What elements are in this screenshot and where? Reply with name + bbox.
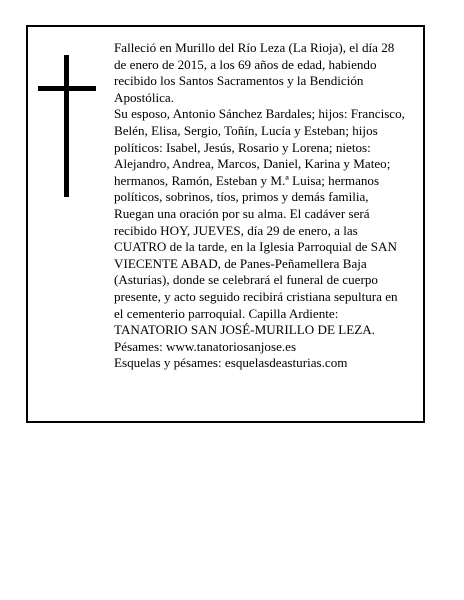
text-line: el cementerio parroquial. Capilla Ardiente: bbox=[114, 305, 339, 321]
text-line: políticos, sobrinos, tíos, primos y demás familia, bbox=[114, 189, 369, 205]
cross-vertical-bar bbox=[64, 55, 69, 197]
text-line: Apostólica. bbox=[114, 89, 175, 105]
text-line: políticos: Isabel, Jesús, Rosario y Lorena; nietos: bbox=[114, 139, 371, 155]
obituary-text bbox=[114, 40, 418, 372]
text-line: recibido HOY, JUEVES, día 29 de enero, a las bbox=[114, 222, 358, 238]
text-line: recibido los Santos Sacramentos y la Bendición bbox=[114, 73, 364, 89]
latin-cross-icon bbox=[38, 55, 96, 197]
text-line: Esquelas y pésames: esquelasdeasturias.com bbox=[114, 355, 348, 371]
text-line: Belén, Elisa, Sergio, Toñín, Lucía y Esteban; hijos bbox=[114, 122, 378, 138]
text-line: TANATORIO SAN JOSÉ-MURILLO DE LEZA. bbox=[114, 322, 375, 338]
cross-horizontal-bar bbox=[38, 86, 96, 91]
text-line: Alejandro, Andrea, Marcos, Daniel, Karina y Mateo; bbox=[114, 156, 391, 172]
text-line: hermanos, Ramón, Esteban y M.ª Luisa; hermanos bbox=[114, 172, 380, 188]
text-line: Ruegan una oración por su alma. El cadáver será bbox=[114, 205, 370, 221]
text-line: Falleció en Murillo del Río Leza (La Rioja), el día 28 bbox=[114, 40, 395, 55]
text-line: Su esposo, Antonio Sánchez Bardales; hijos: Francisco, bbox=[114, 106, 405, 122]
text-line: de enero de 2015, a los 69 años de edad, habiendo bbox=[114, 56, 377, 72]
text-line: presente, y acto seguido recibirá cristiana sepultura en bbox=[114, 288, 398, 304]
text-line: VIECENTE ABAD, de Panes-Peñamellera Baja bbox=[114, 255, 367, 271]
text-line: CUATRO de la tarde, en la Iglesia Parroquial de SAN bbox=[114, 239, 397, 255]
text-line: Pésames: www.tanatoriosanjose.es bbox=[114, 338, 297, 354]
text-line: (Asturias), donde se celebrará el funeral de cuerpo bbox=[114, 272, 378, 288]
